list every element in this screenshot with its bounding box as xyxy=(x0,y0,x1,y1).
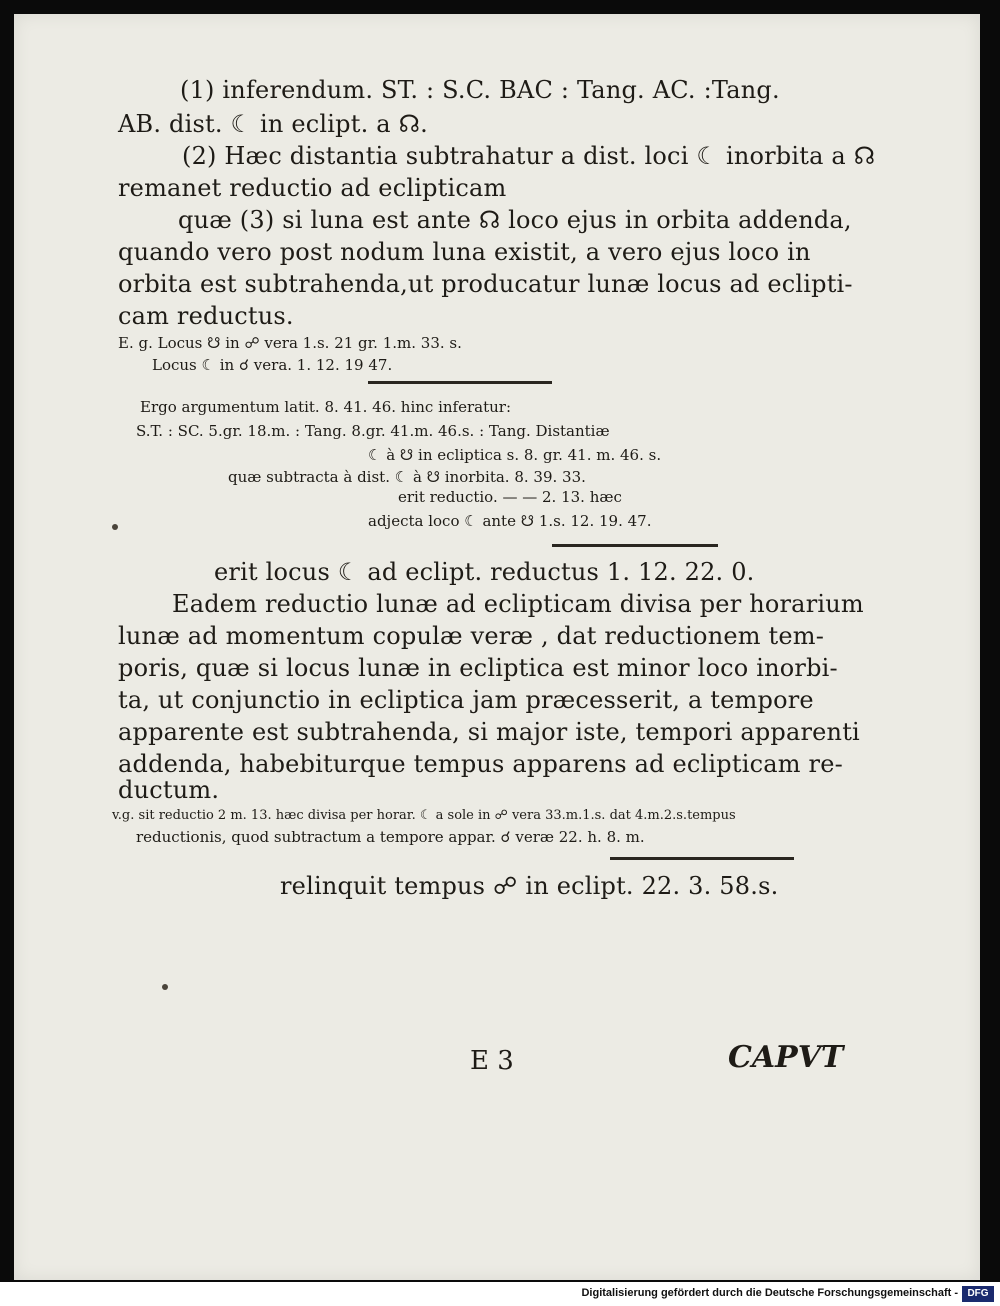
footer-bar xyxy=(0,1284,1000,1306)
example-line: Locus ☾ in ☌ vera. 1. 12. 19 47. xyxy=(152,356,393,374)
result-line: erit locus ☾ ad eclipt. reductus 1. 12. 22. 0. xyxy=(214,558,755,586)
ink-speck xyxy=(162,984,168,990)
signature-mark: E 3 xyxy=(470,1046,514,1076)
text-line: Eadem reductio lunæ ad eclipticam divisa per horarium xyxy=(172,590,864,618)
text-line: lunæ ad momentum copulæ veræ , dat reductionem tem- xyxy=(118,622,825,650)
text-line: (2) Hæc distantia subtrahatur a dist. loci ☾ inorbita a ☊ xyxy=(182,142,876,170)
ink-speck xyxy=(112,524,118,530)
example-line: E. g. Locus ☋ in ☍ vera 1.s. 21 gr. 1.m. 33. s. xyxy=(118,334,462,352)
text-line: ta, ut conjunctio in ecliptica jam præcesserit, a tempore xyxy=(118,686,814,714)
text-line: addenda, habebiturque tempus apparens ad eclipticam re- xyxy=(118,750,843,778)
text-line: apparente est subtrahenda, si major iste, tempori apparenti xyxy=(118,718,860,746)
example-line: ☾ à ☋ in ecliptica s. 8. gr. 41. m. 46. s. xyxy=(368,446,662,464)
dfg-logo: DFG xyxy=(962,1286,994,1302)
text-line: poris, quæ si locus lunæ in ecliptica est minor loco inorbi- xyxy=(118,654,838,682)
text-line: ductum. xyxy=(118,776,220,804)
catchword: CAPVT xyxy=(728,1040,844,1075)
funding-credit: Digitalisierung gefördert durch die Deutsche Forschungsgemeinschaft - xyxy=(581,1287,958,1299)
text-line: AB. dist. ☾ in eclipt. a ☊. xyxy=(118,110,428,138)
final-line: relinquit tempus ☍ in eclipt. 22. 3. 58.s. xyxy=(280,872,779,900)
example-line: quæ subtracta à dist. ☾ à ☋ inorbita. 8. 39. 33. xyxy=(228,468,586,486)
example-line: Ergo argumentum latit. 8. 41. 46. hinc inferatur: xyxy=(140,398,511,416)
text-line: orbita est subtrahenda,ut producatur lunæ locus ad eclipti- xyxy=(118,270,853,298)
text-line: quæ (3) si luna est ante ☊ loco ejus in orbita addenda, xyxy=(178,206,852,234)
sum-rule xyxy=(610,857,794,860)
text-line: quando vero post nodum luna existit, a vero ejus loco in xyxy=(118,238,811,266)
example-line: reductionis, quod subtractum a tempore appar. ☌ veræ 22. h. 8. m. xyxy=(136,828,645,846)
text-line: remanet reductio ad eclipticam xyxy=(118,174,507,202)
text-line: (1) inferendum. ST. : S.C. BAC : Tang. AC. :Tang. xyxy=(180,76,780,104)
example-line: S.T. : SC. 5.gr. 18.m. : Tang. 8.gr. 41.m. 46.s. : Tang. Distantiæ xyxy=(136,422,610,440)
sum-rule xyxy=(368,381,552,384)
example-line: v.g. sit reductio 2 m. 13. hæc divisa per horar. ☾ a sole in ☍ vera 33.m.1.s. dat 4.m.2.s.tempus xyxy=(112,808,736,823)
example-line: adjecta loco ☾ ante ☋ 1.s. 12. 19. 47. xyxy=(368,512,652,530)
text-line: cam reductus. xyxy=(118,302,294,330)
sum-rule xyxy=(552,544,718,547)
example-line: erit reductio. — — 2. 13. hæc xyxy=(398,488,622,506)
